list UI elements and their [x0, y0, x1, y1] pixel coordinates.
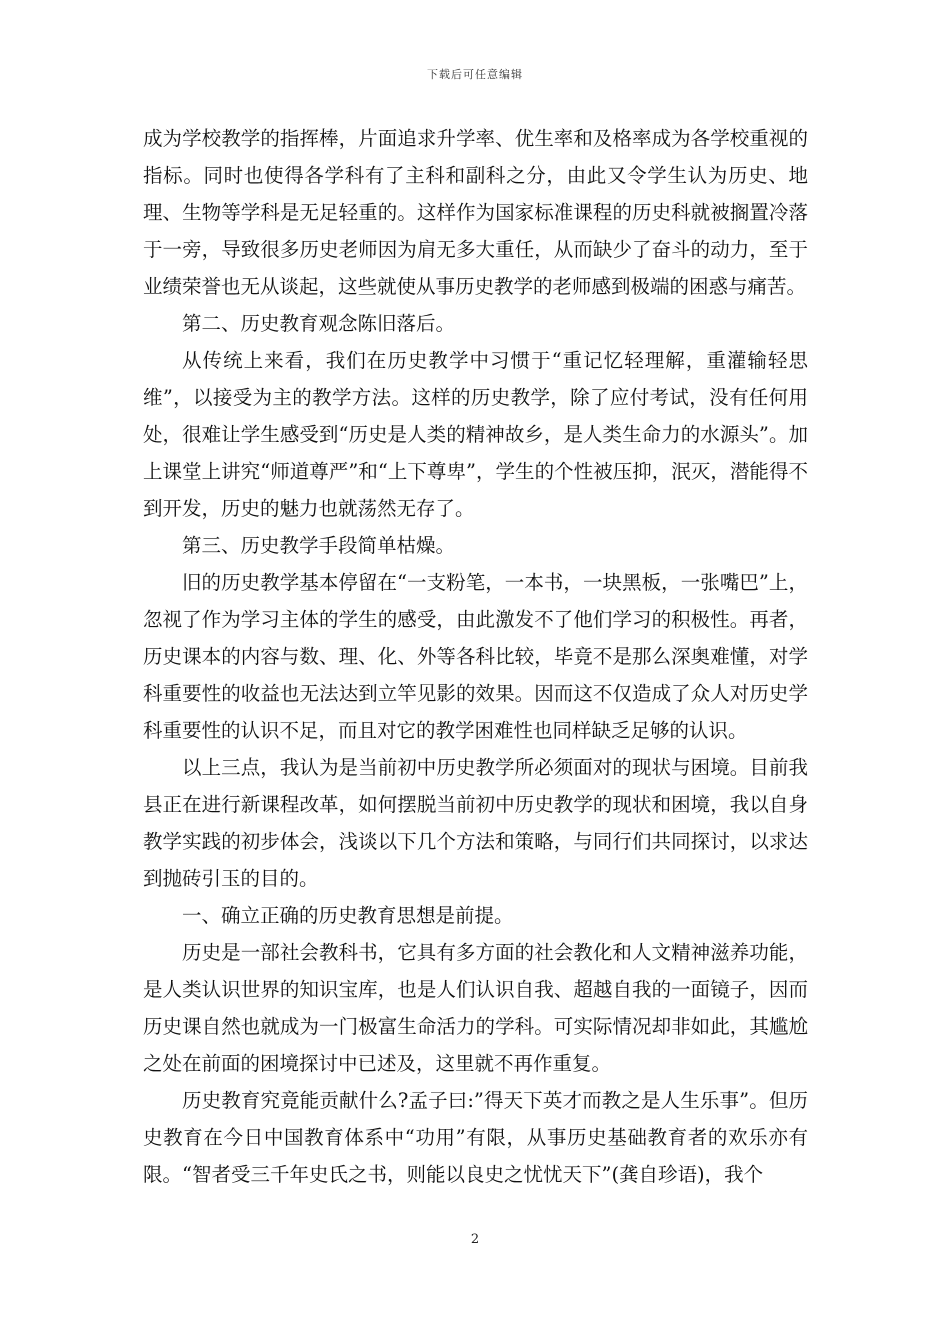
document-body: [143, 120, 808, 1193]
page-number: 2: [470, 1232, 480, 1247]
paragraph-3: 从传统上来看，我们在历史教学中习惯于“重记忆轻理解，重灌输轻思维”，以接受为主的教学方法。这样的历史教学，除了应付考试，没有任何用处，很难让学生感受到“历史是人类的精神故乡，是人类生命力的水源头”。加上课堂上讲究“师道尊严”和“上下尊卑”，学生的个性被压抑，泯灭，潜能得不到开发，历史的魅力也就荡然无存了。: [143, 349, 808, 520]
paragraph-7-heading: 一、确立正确的历史教育思想是前提。: [182, 904, 514, 927]
paragraph-2-heading: 第二、历史教育观念陈旧落后。: [182, 312, 456, 335]
paragraph-4-heading: 第三、历史教学手段简单枯燥。: [182, 534, 456, 557]
paragraph-9: 历史教育究竟能贡献什么?孟子曰:”得天下英才而教之是人生乐事”。但历史教育在今日中国教育体系中“功用”有限，从事历史基础教育者的欢乐亦有限。“智者受三千年史氏之书，则能以良史之忧忧天下”(龚自珍语)，我个: [143, 1089, 808, 1186]
page-header: 下载后可任意编辑: [427, 68, 523, 81]
paragraph-5: 旧的历史教学基本停留在“一支粉笔，一本书，一块黑板，一张嘴巴”上，忽视了作为学习主体的学生的感受，由此激发不了他们学习的积极性。再者，历史课本的内容与数、理、化、外等各科比较，毕竟不是那么深奥难懂，对学科重要性的收益也无法达到立竿见影的效果。因而这不仅造成了众人对历史学科重要性的认识不足，而且对它的教学困难性也同样缺乏足够的认识。: [143, 571, 808, 742]
paragraph-1: 成为学校教学的指挥棒，片面追求升学率、优生率和及格率成为各学校重视的指标。同时也使得各学科有了主科和副科之分，由此又令学生认为历史、地理、生物等学科是无足轻重的。这样作为国家标准课程的历史科就被搁置冷落于一旁，导致很多历史老师因为肩无多大重任，从而缺少了奋斗的动力，至于业绩荣誉也无从谈起，这些就使从事历史教学的老师感到极端的困惑与痛苦。: [143, 127, 808, 298]
paragraph-6: 以上三点，我认为是当前初中历史教学所必须面对的现状与困境。目前我县正在进行新课程改革，如何摆脱当前初中历史教学的现状和困境，我以自身教学实践的初步体会，浅谈以下几个方法和策略，与同行们共同探讨，以求达到抛砖引玉的目的。: [143, 756, 808, 890]
paragraph-8: 历史是一部社会教科书，它具有多方面的社会教化和人文精神滋养功能，是人类认识世界的知识宝库，也是人们认识自我、超越自我的一面镜子，因而历史课自然也就成为一门极富生命活力的学科。可实际情况却非如此，其尴尬之处在前面的困境探讨中已述及，这里就不再作重复。: [143, 941, 808, 1075]
